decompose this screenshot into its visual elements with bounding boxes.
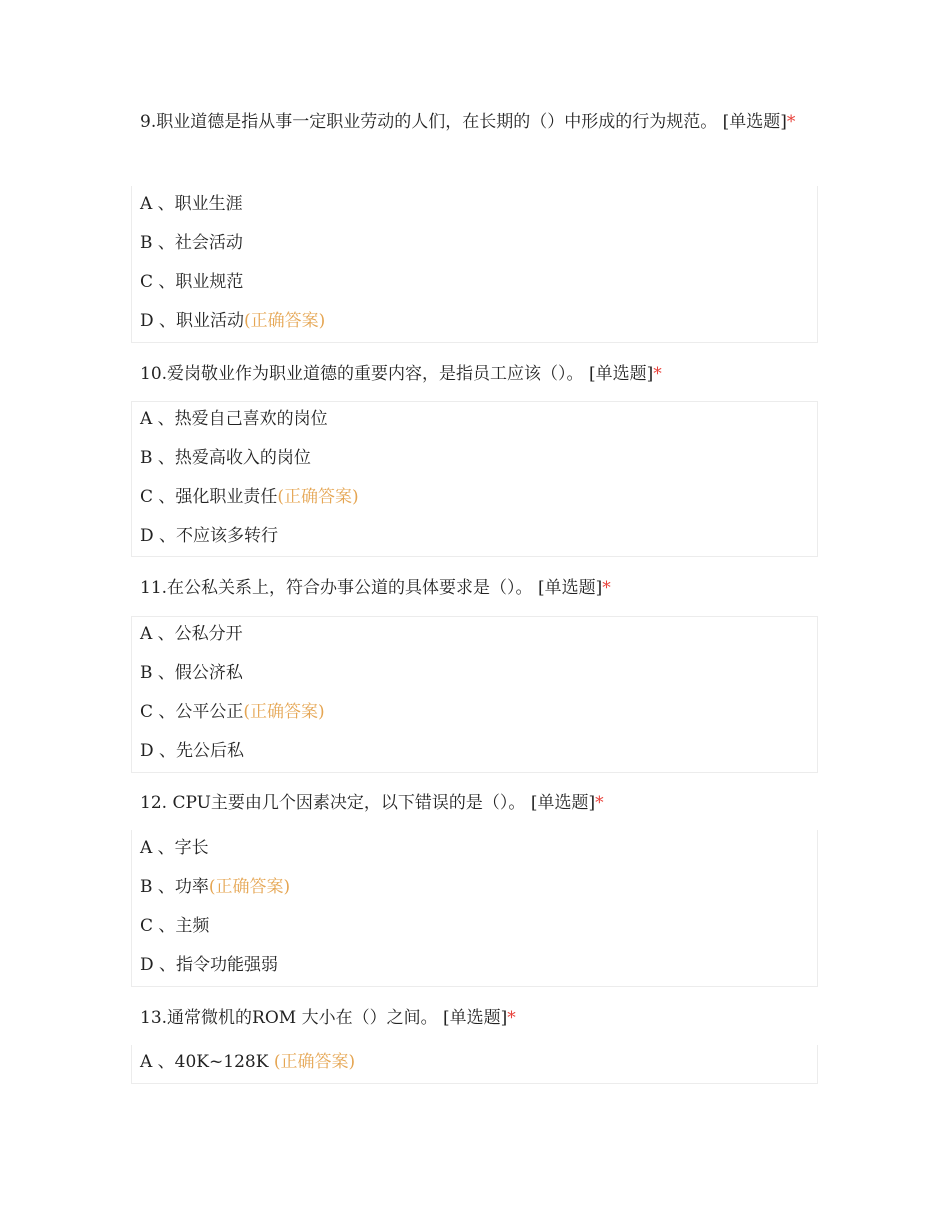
option-a[interactable]: A 、热爱自己喜欢的岗位	[140, 409, 328, 429]
question-text: 13.通常微机的ROM 大小在（）之间。 [单选题]	[140, 1008, 508, 1028]
question-title	[140, 355, 810, 393]
option-a[interactable]: A 、职业生涯	[140, 194, 243, 214]
question-title	[140, 103, 810, 141]
correct-answer-mark: (正确答案)	[243, 702, 325, 722]
correct-answer-mark: (正确答案)	[277, 487, 359, 507]
required-star: *	[786, 112, 796, 132]
correct-answer-mark: (正确答案)	[244, 311, 326, 331]
question-text: 9.职业道德是指从事一定职业劳动的人们，在长期的（）中形成的行为规范。 [单选题]	[140, 112, 787, 132]
options-list	[131, 830, 818, 987]
question-text: 10.爱岗敬业作为职业道德的重要内容，是指员工应该（）。 [单选题]	[140, 364, 654, 384]
option-d[interactable]: D 、先公后私	[140, 741, 245, 761]
option-c[interactable]: C 、主频	[140, 916, 210, 936]
option-b[interactable]: B 、功率(正确答案)	[140, 877, 291, 897]
options-list	[131, 1045, 818, 1084]
options-list	[131, 186, 818, 343]
required-star: *	[653, 364, 662, 384]
option-c[interactable]: C 、公平公正(正确答案)	[140, 702, 325, 722]
required-star: *	[595, 793, 604, 813]
correct-answer-mark: (正确答案)	[273, 1052, 356, 1072]
option-a[interactable]: A 、40K~128K (正确答案)	[140, 1052, 356, 1072]
question-title	[140, 999, 810, 1037]
question-text: 11.在公私关系上，符合办事公道的具体要求是（）。 [单选题]	[140, 578, 603, 598]
option-b[interactable]: B 、社会活动	[140, 233, 243, 253]
option-d[interactable]: D 、指令功能强弱	[140, 955, 279, 975]
option-d[interactable]: D 、职业活动(正确答案)	[140, 311, 326, 331]
required-star: *	[602, 578, 611, 598]
option-c[interactable]: C 、职业规范	[140, 272, 244, 292]
required-star: *	[507, 1008, 516, 1028]
correct-answer-mark: (正确答案)	[208, 877, 291, 897]
option-a[interactable]: A 、字长	[140, 838, 209, 858]
option-d[interactable]: D 、不应该多转行	[140, 526, 279, 546]
option-b[interactable]: B 、热爱高收入的岗位	[140, 448, 311, 468]
option-c[interactable]: C 、强化职业责任(正确答案)	[140, 487, 359, 507]
option-a[interactable]: A 、公私分开	[140, 624, 243, 644]
question-title	[140, 569, 810, 607]
question-title	[140, 784, 810, 822]
question-text: 12. CPU主要由几个因素决定，以下错误的是（）。 [单选题]	[140, 793, 596, 813]
options-list	[131, 616, 818, 773]
options-list	[131, 401, 818, 557]
option-b[interactable]: B 、假公济私	[140, 663, 243, 683]
